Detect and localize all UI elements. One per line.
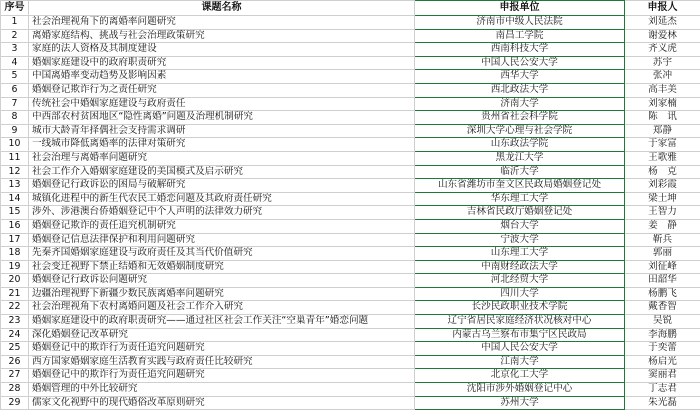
table-row bbox=[1, 301, 700, 315]
table-row bbox=[1, 192, 700, 206]
cell-topic[interactable]: 婚姻登记信息法律保护和利用问题研究 bbox=[29, 233, 415, 247]
cell-applicant[interactable]: 杨鹏飞 bbox=[625, 287, 700, 301]
cell-applicant[interactable]: 高丰美 bbox=[625, 83, 700, 97]
cell-applicant[interactable]: 丁志君 bbox=[625, 383, 700, 397]
table-row bbox=[1, 369, 700, 383]
cell-unit[interactable]: 华东理工大学 bbox=[415, 192, 625, 206]
table-row bbox=[1, 83, 700, 97]
cell-index[interactable]: 24 bbox=[1, 328, 29, 342]
table-row bbox=[1, 315, 700, 329]
cell-index[interactable]: 27 bbox=[1, 369, 29, 383]
cell-applicant[interactable]: 王歌雅 bbox=[625, 151, 700, 165]
cell-applicant[interactable]: 刘家楠 bbox=[625, 97, 700, 111]
cell-topic[interactable]: 先秦齐国婚姻家庭建设与政府责任及其当代价值研究 bbox=[29, 247, 415, 261]
cell-topic[interactable]: 婚姻登记行政诉讼问题研究 bbox=[29, 274, 415, 288]
cell-topic[interactable]: 一线城市降低离婚率的法律对策研究 bbox=[29, 138, 415, 152]
cell-topic[interactable]: 社会治理与离婚率问题研究 bbox=[29, 151, 415, 165]
cell-topic[interactable]: 西方国家婚姻家庭生活教育实践与政府责任比较研究 bbox=[29, 355, 415, 369]
table-row bbox=[1, 219, 700, 233]
cell-topic[interactable]: 城镇化进程中的新生代农民工婚恋问题及其政府责任研究 bbox=[29, 192, 415, 206]
cell-unit[interactable]: 中国人民公安大学 bbox=[415, 56, 625, 70]
cell-index[interactable]: 7 bbox=[1, 97, 29, 111]
cell-unit[interactable]: 济南大学 bbox=[415, 97, 625, 111]
cell-unit[interactable]: 沈阳市涉外婚姻登记中心 bbox=[415, 383, 625, 397]
cell-topic[interactable]: 社会治理视角下的离婚率问题研究 bbox=[29, 16, 415, 30]
table-row bbox=[1, 111, 700, 125]
cell-index[interactable]: 16 bbox=[1, 219, 29, 233]
cell-topic[interactable]: 社会治理视角下农村离婚问题及社会工作介入研究 bbox=[29, 301, 415, 315]
cell-applicant[interactable]: 刘彩霞 bbox=[625, 179, 700, 193]
cell-topic[interactable]: 中西部农村贫困地区“隐性离婚”问题及治理机制研究 bbox=[29, 111, 415, 125]
cell-topic[interactable]: 婚姻登记中的欺诈行为责任追究问题研究 bbox=[29, 342, 415, 356]
cell-topic[interactable]: 边疆治理视野下新疆少数民族离婚率问题研究 bbox=[29, 287, 415, 301]
cell-index[interactable]: 5 bbox=[1, 70, 29, 84]
cell-index[interactable]: 11 bbox=[1, 151, 29, 165]
cell-index[interactable]: 12 bbox=[1, 165, 29, 179]
cell-applicant[interactable]: 刘征峰 bbox=[625, 260, 700, 274]
cell-applicant[interactable]: 刘延杰 bbox=[625, 16, 700, 30]
cell-topic[interactable]: 传统社会中婚姻家庭建设与政府责任 bbox=[29, 97, 415, 111]
cell-index[interactable]: 3 bbox=[1, 43, 29, 57]
table-row bbox=[1, 233, 700, 247]
cell-unit[interactable]: 山东理工大学 bbox=[415, 247, 625, 261]
cell-index[interactable]: 18 bbox=[1, 247, 29, 261]
cell-applicant[interactable]: 杨启光 bbox=[625, 355, 700, 369]
table-row bbox=[1, 16, 700, 30]
cell-applicant[interactable]: 于家富 bbox=[625, 138, 700, 152]
header-applicant[interactable]: 申报人 bbox=[625, 1, 700, 16]
cell-index[interactable]: 10 bbox=[1, 138, 29, 152]
cell-applicant[interactable]: 郭丽 bbox=[625, 247, 700, 261]
table-row bbox=[1, 29, 700, 43]
table-row bbox=[1, 328, 700, 342]
cell-index[interactable]: 22 bbox=[1, 301, 29, 315]
cell-unit[interactable]: 吉林省民政厅婚姻登记处 bbox=[415, 206, 625, 220]
cell-index[interactable]: 9 bbox=[1, 124, 29, 138]
cell-topic[interactable]: 中国离婚率变动趋势及影响因素 bbox=[29, 70, 415, 84]
cell-index[interactable]: 21 bbox=[1, 287, 29, 301]
cell-unit[interactable]: 长沙民政职业技术学院 bbox=[415, 301, 625, 315]
cell-unit[interactable]: 中南财经政法大学 bbox=[415, 260, 625, 274]
cell-applicant[interactable]: 吴锐 bbox=[625, 315, 700, 329]
cell-topic[interactable]: 婚姻家庭建设中的政府职责研究 bbox=[29, 56, 415, 70]
cell-index[interactable]: 23 bbox=[1, 315, 29, 329]
cell-unit[interactable]: 中国人民公安大学 bbox=[415, 342, 625, 356]
cell-unit[interactable]: 北京化工大学 bbox=[415, 369, 625, 383]
table-row bbox=[1, 43, 700, 57]
cell-applicant[interactable]: 靳兵 bbox=[625, 233, 700, 247]
cell-index[interactable]: 17 bbox=[1, 233, 29, 247]
cell-topic[interactable]: 婚姻登记欺诈行为之责任研究 bbox=[29, 83, 415, 97]
table-row bbox=[1, 179, 700, 193]
cell-topic[interactable]: 社会变迁视野下禁止结婚和无效婚姻制度研究 bbox=[29, 260, 415, 274]
table-row bbox=[1, 274, 700, 288]
header-topic[interactable]: 课题名称 bbox=[29, 1, 415, 16]
cell-index[interactable]: 14 bbox=[1, 192, 29, 206]
cell-unit[interactable]: 四川大学 bbox=[415, 287, 625, 301]
cell-applicant[interactable]: 梁土坤 bbox=[625, 192, 700, 206]
table-row bbox=[1, 56, 700, 70]
cell-unit[interactable]: 深圳大学心理与社会学院 bbox=[415, 124, 625, 138]
table-row bbox=[1, 342, 700, 356]
cell-applicant[interactable]: 田韶华 bbox=[625, 274, 700, 288]
cell-applicant[interactable]: 朱光磊 bbox=[625, 396, 700, 410]
cell-index[interactable]: 4 bbox=[1, 56, 29, 70]
cell-index[interactable]: 15 bbox=[1, 206, 29, 220]
cell-index[interactable]: 2 bbox=[1, 29, 29, 43]
cell-applicant[interactable]: 张冲 bbox=[625, 70, 700, 84]
cell-index[interactable]: 8 bbox=[1, 111, 29, 125]
cell-index[interactable]: 28 bbox=[1, 383, 29, 397]
cell-applicant[interactable]: 杨 克 bbox=[625, 165, 700, 179]
cell-unit[interactable]: 山东政法学院 bbox=[415, 138, 625, 152]
table-body bbox=[1, 16, 700, 410]
cell-unit[interactable]: 宁波大学 bbox=[415, 233, 625, 247]
cell-applicant[interactable]: 苏宇 bbox=[625, 56, 700, 70]
cell-unit[interactable]: 苏州大学 bbox=[415, 396, 625, 410]
table-row bbox=[1, 138, 700, 152]
cell-index[interactable]: 29 bbox=[1, 396, 29, 410]
cell-index[interactable]: 19 bbox=[1, 260, 29, 274]
cell-unit[interactable]: 济南市中级人民法院 bbox=[415, 16, 625, 30]
cell-unit[interactable]: 辽宁省居民家庭经济状况核对中心 bbox=[415, 315, 625, 329]
cell-index[interactable]: 13 bbox=[1, 179, 29, 193]
header-unit[interactable]: 申报单位 bbox=[415, 1, 625, 16]
cell-unit[interactable]: 临沂大学 bbox=[415, 165, 625, 179]
cell-index[interactable]: 20 bbox=[1, 274, 29, 288]
cell-unit[interactable]: 河北经贸大学 bbox=[415, 274, 625, 288]
table-row bbox=[1, 396, 700, 410]
cell-applicant[interactable]: 谢爱林 bbox=[625, 29, 700, 43]
table-row bbox=[1, 247, 700, 261]
cell-topic[interactable]: 婚姻登记行政诉讼的困局与破解研究 bbox=[29, 179, 415, 193]
cell-unit[interactable]: 内蒙古乌兰察布市集宁区民政局 bbox=[415, 328, 625, 342]
cell-topic[interactable]: 家庭的法人资格及其制度建设 bbox=[29, 43, 415, 57]
table-row bbox=[1, 151, 700, 165]
cell-unit[interactable]: 江南大学 bbox=[415, 355, 625, 369]
table-row bbox=[1, 206, 700, 220]
cell-topic[interactable]: 婚姻家庭建设中的政府职责研究——通过社区社会工作关注“空巢青年”婚恋问题 bbox=[29, 315, 415, 329]
cell-applicant[interactable]: 戴香智 bbox=[625, 301, 700, 315]
cell-topic[interactable]: 婚姻登记欺诈的责任追究机制研究 bbox=[29, 219, 415, 233]
table-row bbox=[1, 383, 700, 397]
cell-unit[interactable]: 贵州省社会科学院 bbox=[415, 111, 625, 125]
cell-topic[interactable]: 离婚家庭结构、挑战与社会治理政策研究 bbox=[29, 29, 415, 43]
cell-index[interactable]: 6 bbox=[1, 83, 29, 97]
cell-unit[interactable]: 西南科技大学 bbox=[415, 43, 625, 57]
cell-applicant[interactable]: 郑静 bbox=[625, 124, 700, 138]
cell-applicant[interactable]: 齐义虎 bbox=[625, 43, 700, 57]
cell-topic[interactable]: 婚姻管理的中外比较研究 bbox=[29, 383, 415, 397]
cell-applicant[interactable]: 陈 讯 bbox=[625, 111, 700, 125]
cell-applicant[interactable]: 王智力 bbox=[625, 206, 700, 220]
table-row bbox=[1, 165, 700, 179]
table-row bbox=[1, 97, 700, 111]
header-index[interactable]: 序号 bbox=[1, 1, 29, 16]
cell-topic[interactable]: 深化婚姻登记改革研究 bbox=[29, 328, 415, 342]
table-row bbox=[1, 70, 700, 84]
cell-index[interactable]: 25 bbox=[1, 342, 29, 356]
cell-applicant[interactable]: 李海鹏 bbox=[625, 328, 700, 342]
cell-index[interactable]: 1 bbox=[1, 16, 29, 30]
cell-applicant[interactable]: 窦丽君 bbox=[625, 369, 700, 383]
table-row bbox=[1, 260, 700, 274]
table-row bbox=[1, 355, 700, 369]
header-row bbox=[1, 1, 700, 16]
cell-unit[interactable]: 西华大学 bbox=[415, 70, 625, 84]
cell-topic[interactable]: 涉外、涉港澳台侨婚姻登记中个人声明的法律效力研究 bbox=[29, 206, 415, 220]
cell-topic[interactable]: 城市大龄青年择偶社会支持需求调研 bbox=[29, 124, 415, 138]
table-row bbox=[1, 287, 700, 301]
table-row bbox=[1, 124, 700, 138]
cell-unit[interactable]: 西北政法大学 bbox=[415, 83, 625, 97]
cell-applicant[interactable]: 姜 静 bbox=[625, 219, 700, 233]
cell-unit[interactable]: 黑龙江大学 bbox=[415, 151, 625, 165]
cell-topic[interactable]: 婚姻登记中的欺诈行为责任追究问题研究 bbox=[29, 369, 415, 383]
cell-topic[interactable]: 儒家文化视野中的现代婚俗改革原则研究 bbox=[29, 396, 415, 410]
cell-topic[interactable]: 社会工作介入婚姻家庭建设的美国模式及启示研究 bbox=[29, 165, 415, 179]
cell-index[interactable]: 26 bbox=[1, 355, 29, 369]
cell-applicant[interactable]: 于奕蕾 bbox=[625, 342, 700, 356]
cell-unit[interactable]: 烟台大学 bbox=[415, 219, 625, 233]
cell-unit[interactable]: 山东省潍坊市奎文区民政局婚姻登记处 bbox=[415, 179, 625, 193]
cell-unit[interactable]: 南昌工学院 bbox=[415, 29, 625, 43]
